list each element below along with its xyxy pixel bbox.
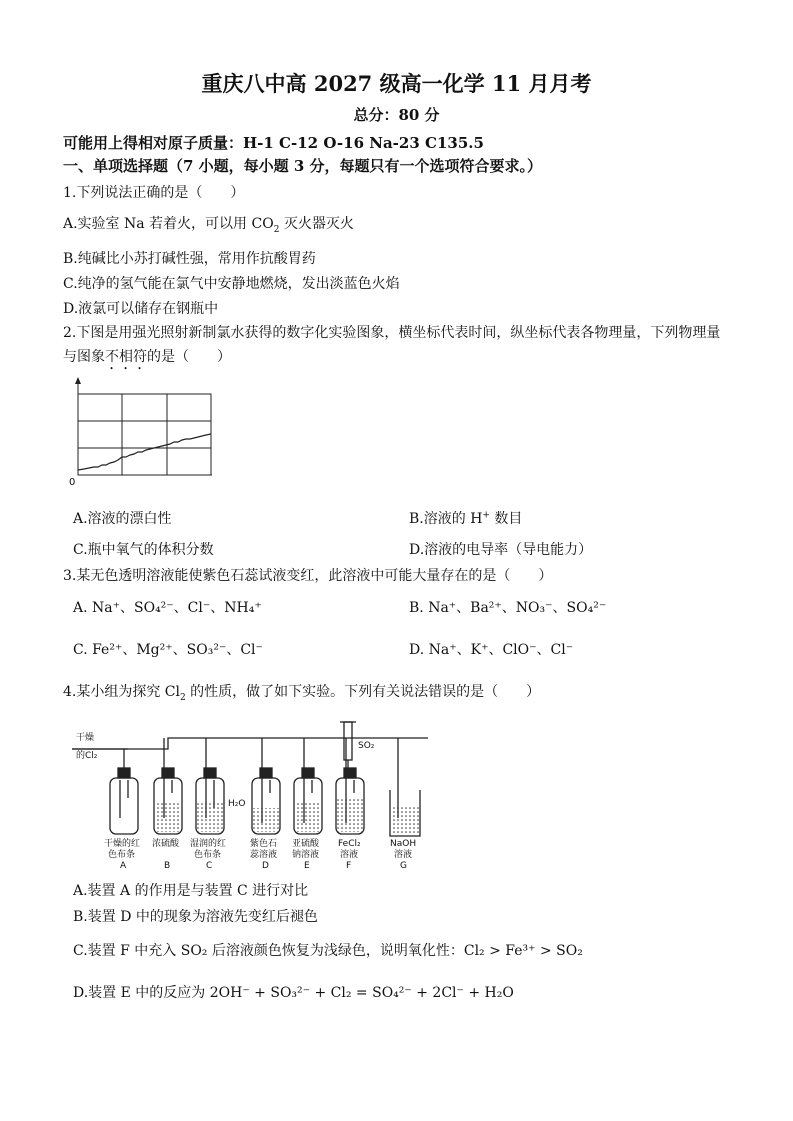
- page-title: 重庆八中高 2027 级高一化学 11 月月考: [201, 71, 592, 96]
- label-a-2: 色布条: [108, 850, 136, 860]
- letter-g: G: [400, 861, 407, 870]
- letter-d: D: [262, 861, 269, 870]
- q1-stem: 1.下列说法正确的是（ ）: [63, 185, 245, 201]
- q4-option-a: A.装置 A 的作用是与装置 C 进行对比: [73, 883, 309, 899]
- q1-option-d: D.液氯可以储存在钢瓶中: [63, 301, 219, 317]
- y-axis-arrow-icon: [75, 377, 81, 384]
- curve: [78, 434, 211, 470]
- letter-b: B: [164, 861, 171, 870]
- q1-option-b: B.纯碱比小苏打碱性强，常用作抗酸胃药: [63, 251, 316, 267]
- bottle-f: [336, 738, 364, 834]
- label-g-1: NaOH: [390, 839, 417, 849]
- q4-option-d: D.装置 E 中的反应为 2OH⁻ + SO₃²⁻ + Cl₂ = SO₄²⁻ + 2Cl⁻ + H₂O: [73, 985, 514, 1001]
- letter-f: F: [346, 861, 352, 870]
- q2-option-d: D.溶液的电导率（导电能力）: [409, 542, 593, 558]
- q2-option-a: A.溶液的漂白性: [73, 511, 172, 527]
- atomic-masses: 可能用上得相对原子质量：H-1 C-12 O-16 Na-23 C135.5: [63, 134, 484, 152]
- label-c-2: 色布条: [194, 850, 222, 860]
- q4-apparatus-diagram: [68, 718, 428, 870]
- q2-stem-line1: 2.下图是用强光照射新制氯水获得的数字化实验图象，横坐标代表时间，纵坐标代表各物理量，下列物理量: [63, 325, 721, 341]
- origin-label: 0: [69, 477, 76, 487]
- q3-option-d: D. Na⁺、K⁺、ClO⁻、Cl⁻: [409, 642, 574, 658]
- q4-option-b: B.装置 D 中的现象为溶液先变红后褪色: [73, 909, 318, 925]
- q3-stem: 3.某无色透明溶液能使紫色石蕊试液变红，此溶液中可能大量存在的是（ ）: [63, 568, 553, 584]
- label-a-1: 干燥的红: [104, 839, 141, 849]
- so2-burette: [340, 722, 356, 768]
- total-score: 总分：80 分: [353, 106, 440, 124]
- bottle-a: [110, 749, 138, 834]
- label-d-1: 紫色石: [250, 839, 278, 849]
- label-f-1: FeCl₂: [338, 839, 361, 849]
- label-e-2: 钠溶液: [292, 850, 320, 860]
- gas-pipe: [72, 738, 428, 749]
- q4-stem: 4.某小组为探究 $Cl_2$ 的性质，做了如下实验。下列有关说法错误的是（ ）: [63, 684, 541, 703]
- beaker-g: [390, 738, 420, 836]
- q2-stem-line2: 与图象不相符的是（ ）: [63, 349, 231, 365]
- q1-option-a: A.实验室 Na 若着火，可以用 $CO_2$ 灭火器灭火: [63, 216, 354, 235]
- label-d-2: 蕊溶液: [250, 850, 278, 860]
- label-b-1: 浓硫酸: [152, 839, 180, 849]
- q1-option-c: C.纯净的氢气能在氯气中安静地燃烧，发出淡蓝色火焰: [63, 276, 400, 292]
- letter-a: A: [120, 861, 127, 870]
- bottle-d: [252, 738, 280, 834]
- q4-option-c: C.装置 F 中充入 SO₂ 后溶液颜色恢复为浅绿色，说明氧化性：Cl₂ > Fe³⁺ > SO₂: [73, 943, 583, 959]
- so2-label: SO₂: [358, 741, 375, 751]
- q2-option-b: B.溶液的 H+ 数目: [409, 510, 523, 527]
- label-g-2: 溶液: [394, 850, 413, 860]
- q3-option-b: B. Na⁺、Ba²⁺、NO₃⁻、SO₄²⁻: [409, 600, 607, 616]
- label-e-1: 亚硫酸: [292, 839, 320, 849]
- letter-c: C: [206, 861, 213, 870]
- bottle-e: [294, 738, 322, 834]
- graph-frame: [78, 394, 211, 475]
- inlet-label-2: 的Cl₂: [76, 751, 98, 761]
- bottle-b: [154, 738, 182, 834]
- bottle-c: [196, 738, 224, 834]
- q3-option-a: A. Na⁺、SO₄²⁻、Cl⁻、NH₄⁺: [73, 600, 262, 616]
- section-heading: 一、单项选择题（7 小题，每小题 3 分，每题只有一个选项符合要求。）: [63, 157, 543, 175]
- inlet-label-1: 干燥: [76, 733, 95, 743]
- label-c-1: 湿润的红: [190, 839, 227, 849]
- q2-option-c: C.瓶中氧气的体积分数: [73, 542, 214, 558]
- q3-option-c: C. Fe²⁺、Mg²⁺、SO₃²⁻、Cl⁻: [73, 642, 263, 658]
- q2-graph: [68, 375, 218, 487]
- letter-e: E: [304, 861, 310, 870]
- water-label: H₂O: [228, 799, 246, 809]
- label-f-2: 溶液: [340, 850, 359, 860]
